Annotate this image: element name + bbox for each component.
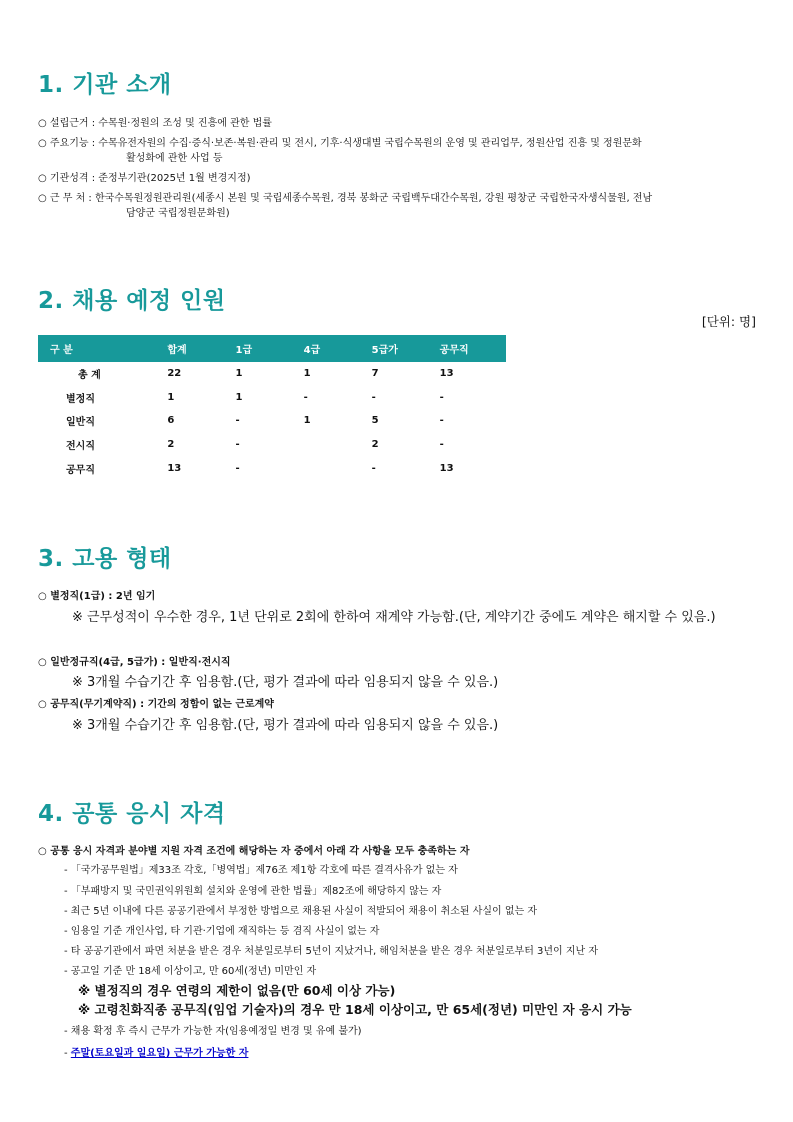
header-cell: 1급 — [236, 335, 304, 362]
table-cell — [304, 456, 372, 480]
table-cell: 2 — [167, 439, 175, 451]
type-permanent-note: ※ 3개월 수습기간 후 임용함.(단, 평가 결과에 따라 임용되지 않을 수 있음.) — [72, 718, 499, 733]
table-cell: 13 — [439, 462, 454, 474]
header-cell: 구 분 — [38, 335, 167, 362]
list-item: - 채용 확정 후 즉시 근무가 가능한 자(임용예정일 변경 및 유예 불가) — [64, 1026, 362, 1037]
table-row — [38, 456, 506, 480]
table-cell: 5 — [371, 415, 379, 427]
type-special-note: ※ 근무성적이 우수한 경우, 1년 단위로 2회에 한하여 재계약 가능함.(단, 계약기간 중에도 계약은 해지할 수 있음.) — [72, 610, 716, 625]
table-cell: 7 — [371, 368, 379, 380]
section-1-title: 1. 기관 소개 — [38, 72, 172, 98]
section-3-title: 3. 고용 형태 — [38, 546, 172, 572]
table-cell: 별정직 — [66, 393, 95, 405]
item-workplace-cont: 담양군 국립정원문화원) — [126, 208, 230, 219]
item-basis: ○ 설립근거 : 수목원·정원의 조성 및 진흥에 관한 법률 — [38, 118, 272, 129]
type-regular-note: ※ 3개월 수습기간 후 임용함.(단, 평가 결과에 따라 임용되지 않을 수 있음.) — [72, 675, 499, 690]
list-item: - 「국가공무원법」제33조 각호,「병역법」제76조 제1항 각호에 따른 결격사유가 없는 자 — [64, 865, 458, 876]
section-2-title: 2. 채용 예정 인원 — [38, 288, 226, 314]
list-item: - 타 공공기관에서 파면 처분을 받은 경우 처분일로부터 5년이 지났거나, 해임처분을 받은 경우 처분일로부터 3년이 지난 자 — [64, 946, 599, 957]
type-permanent: ○ 공무직(무기계약직) : 기간의 정함이 없는 근로계약 — [38, 699, 274, 710]
item-function: ○ 주요기능 : 수목유전자원의 수집·증식·보존·복원·관리 및 전시, 기후·식생대별 국립수목원의 운영 및 관리업무, 정원산업 진흥 및 정원문화 — [38, 138, 642, 149]
table-cell: 1 — [303, 415, 311, 427]
list-item: - 공고일 기준 만 18세 이상이고, 만 60세(정년) 미만인 자 — [64, 966, 317, 977]
list-item: - 「부패방지 및 국민권익위원회 설치와 운영에 관한 법률」제82조에 해당하지 않는 자 — [64, 886, 442, 897]
item-function-cont: 활성화에 관한 사업 등 — [126, 153, 223, 164]
table-cell — [304, 433, 372, 457]
table-cell: - — [303, 391, 308, 403]
table-cell: 1 — [167, 391, 175, 403]
table-header-row — [38, 335, 506, 362]
type-special: ○ 별정직(1급) : 2년 임기 — [38, 591, 156, 602]
table-cell: 공무직 — [66, 464, 95, 476]
table-cell: - — [439, 415, 444, 427]
table-cell: 6 — [167, 415, 175, 427]
table-row — [38, 433, 506, 457]
table-cell: - — [439, 391, 444, 403]
table-cell: 13 — [167, 462, 182, 474]
table-cell: - — [371, 462, 376, 474]
table-cell: - — [439, 439, 444, 451]
header-cell: 5급가 — [372, 335, 440, 362]
table-cell: 22 — [167, 368, 182, 380]
table-cell: - — [371, 391, 376, 403]
age-note-special: ※ 별정직의 경우 연령의 제한이 없음(만 60세 이상 가능) — [78, 983, 396, 998]
type-regular: ○ 일반정규직(4급, 5급가) : 일반직·전시직 — [38, 657, 231, 668]
weekend-work-link[interactable]: 주말(토요일과 일요일) 근무가 가능한 자 — [70, 1048, 249, 1059]
table-cell: 1 — [235, 391, 243, 403]
item-workplace: ○ 근 무 처 : 한국수목원정원관리원(세종시 본원 및 국립세종수목원, 경북 봉화군 국립백두대간수목원, 강원 평창군 국립한국자생식물원, 전남 — [38, 193, 653, 204]
table-row — [38, 362, 506, 386]
table-cell: 1 — [303, 368, 311, 380]
table-cell: - — [235, 439, 240, 451]
table-cell: 총 계 — [78, 370, 101, 382]
table-cell: 13 — [439, 368, 454, 380]
header-cell: 합계 — [167, 335, 235, 362]
list-item: - 임용일 기준 개인사업, 타 기관·기업에 재직하는 등 겸직 사실이 없는 자 — [64, 926, 380, 937]
unit-label: [단위: 명] — [701, 314, 756, 329]
list-item: - 최근 5년 이내에 다른 공공기관에서 부정한 방법으로 채용된 사실이 적발되어 채용이 취소된 사실이 없는 자 — [64, 906, 538, 917]
section-4-title: 4. 공통 응시 자격 — [38, 801, 226, 827]
table-cell: - — [235, 415, 240, 427]
age-note-senior: ※ 고령친화직종 공무직(임업 기술자)의 경우 만 18세 이상이고, 만 65세(정년) 미만인 자 응시 가능 — [78, 1002, 632, 1017]
table-cell: 전시직 — [66, 441, 95, 453]
header-cell: 4급 — [304, 335, 372, 362]
table-cell: - — [235, 462, 240, 474]
headcount-table — [38, 335, 506, 480]
table-row — [38, 386, 506, 410]
table-cell: 1 — [235, 368, 243, 380]
header-cell: 공무직 — [440, 335, 506, 362]
table-cell: 일반직 — [66, 417, 95, 429]
table-cell: 2 — [371, 439, 379, 451]
table-row — [38, 409, 506, 433]
item-character: ○ 기관성격 : 준정부기관(2025년 1월 변경지정) — [38, 173, 251, 184]
qualification-lead: ○ 공통 응시 자격과 분야별 지원 자격 조건에 해당하는 자 중에서 아래 각 사항을 모두 충족하는 자 — [38, 846, 470, 857]
list-item-weekend: - 주말(토요일과 일요일) 근무가 가능한 자 — [64, 1048, 249, 1059]
